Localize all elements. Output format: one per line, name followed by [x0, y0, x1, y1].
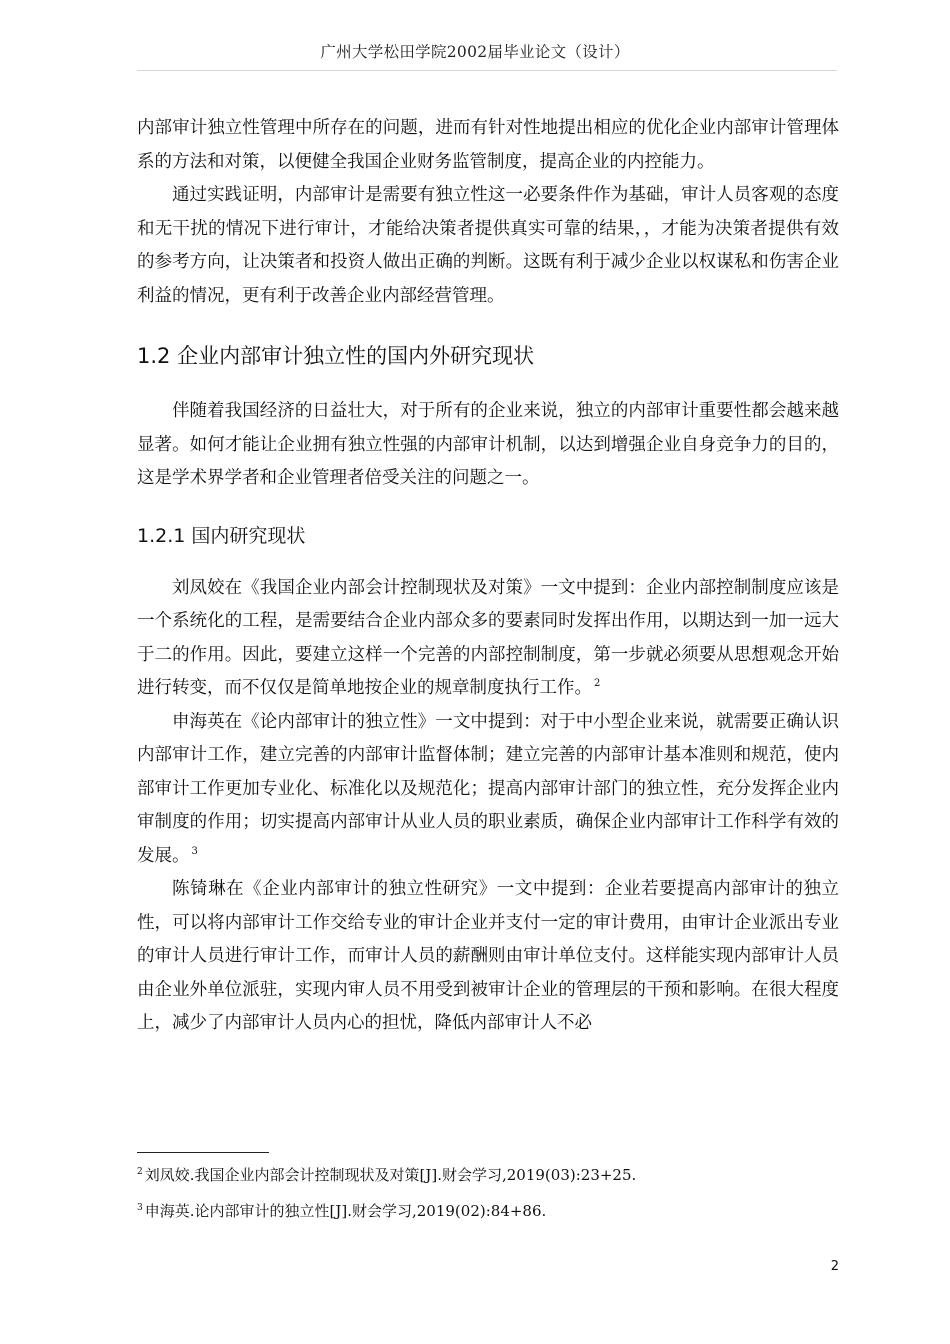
paragraph-chen: 陈锜琳在《企业内部审计的独立性研究》一文中提到：企业若要提高内部审计的独立性，可以将内部审计工作交给专业的审计企业并支付一定的审计费用，由审计企业派出专业的审计人员进行审计工作，而审计人员的薪酬则由审计单位支付。这样能实现内部审计人员由企业外单位派驻，实现内审人员不用受到被审计企业的管理层的干预和影响。在很大程度上，减少了内部审计人员内心的担忧，降低内部审计人不必	[137, 879, 839, 1033]
paragraph-liu	[137, 572, 839, 706]
page-number: 2	[830, 1259, 839, 1274]
header-rule	[137, 70, 837, 71]
paragraph-shen-text: 申海英在《论内部审计的独立性》一文中提到：对于中小型企业来说，就需要正确认识内部审计工作，建立完善的内部审计监督体制；建立完善的内部审计基本准则和规范，使内部审计工作更加专业化、标准化以及规范化；提高内部审计部门的独立性，充分发挥企业内审制度的作用；切实提高内部审计从业人员的职业素质，确保企业内部审计工作科学有效的发展。	[137, 711, 839, 866]
footnote-text-2: 刘凤姣.我国企业内部会计控制现状及对策[J].财会学习,2019(03):23+25.	[144, 1166, 637, 1184]
footnotes	[137, 1164, 839, 1236]
paragraph-shen	[137, 706, 839, 874]
footnote-ref-2[interactable]: 2	[594, 678, 601, 690]
footnote-ref-3[interactable]: 3	[191, 845, 198, 857]
document-body	[137, 112, 839, 1041]
section-heading-1-2-1: 1.2.1 国内研究现状	[137, 524, 306, 547]
section-heading-1-2: 1.2 企业内部审计独立性的国内外研究现状	[137, 344, 535, 368]
paragraph-intro-continued: 内部审计独立性管理中所存在的问题，进而有针对性地提出相应的优化企业内部审计管理体系的方法和对策，以便健全我国企业财务监管制度，提高企业的内控能力。	[137, 118, 839, 172]
page-header: 广州大学松田学院2002届毕业论文（设计）	[320, 43, 630, 61]
footnote-2	[137, 1164, 839, 1186]
footnote-3	[137, 1200, 839, 1222]
footnote-number-2: 2	[137, 1167, 143, 1177]
footnote-text-3: 申海英.论内部审计的独立性[J].财会学习,2019(02):84+86.	[144, 1202, 547, 1220]
footnote-number-3: 3	[137, 1203, 143, 1213]
paragraph-intro: 通过实践证明，内部审计是需要有独立性这一必要条件作为基础，审计人员客观的态度和无干扰的情况下进行审计，才能给决策者提供真实可靠的结果，，才能为决策者提供有效的参考方向，让决策者和投资人做出正确的判断。这既有利于减少企业以权谋私和伤害企业利益的情况，更有利于改善企业内部经营管理。	[137, 185, 839, 306]
footnote-separator	[137, 1152, 269, 1153]
paragraph-liu-text: 刘凤姣在《我国企业内部会计控制现状及对策》一文中提到：企业内部控制制度应该是一个系统化的工程，是需要结合企业内部众多的要素同时发挥出作用，以期达到一加一远大于二的作用。因此，要建立这样一个完善的内部控制制度，第一步就必须要从思想观念开始进行转变，而不仅仅是简单地按企业的规章制度执行工作。	[137, 577, 839, 698]
paragraph-section-1-2: 伴随着我国经济的日益壮大，对于所有的企业来说，独立的内部审计重要性都会越来越显著。如何才能让企业拥有独立性强的内部审计机制，以达到增强企业自身竞争力的目的，这是学术界学者和企业管理者倍受关注的问题之一。	[137, 401, 839, 488]
